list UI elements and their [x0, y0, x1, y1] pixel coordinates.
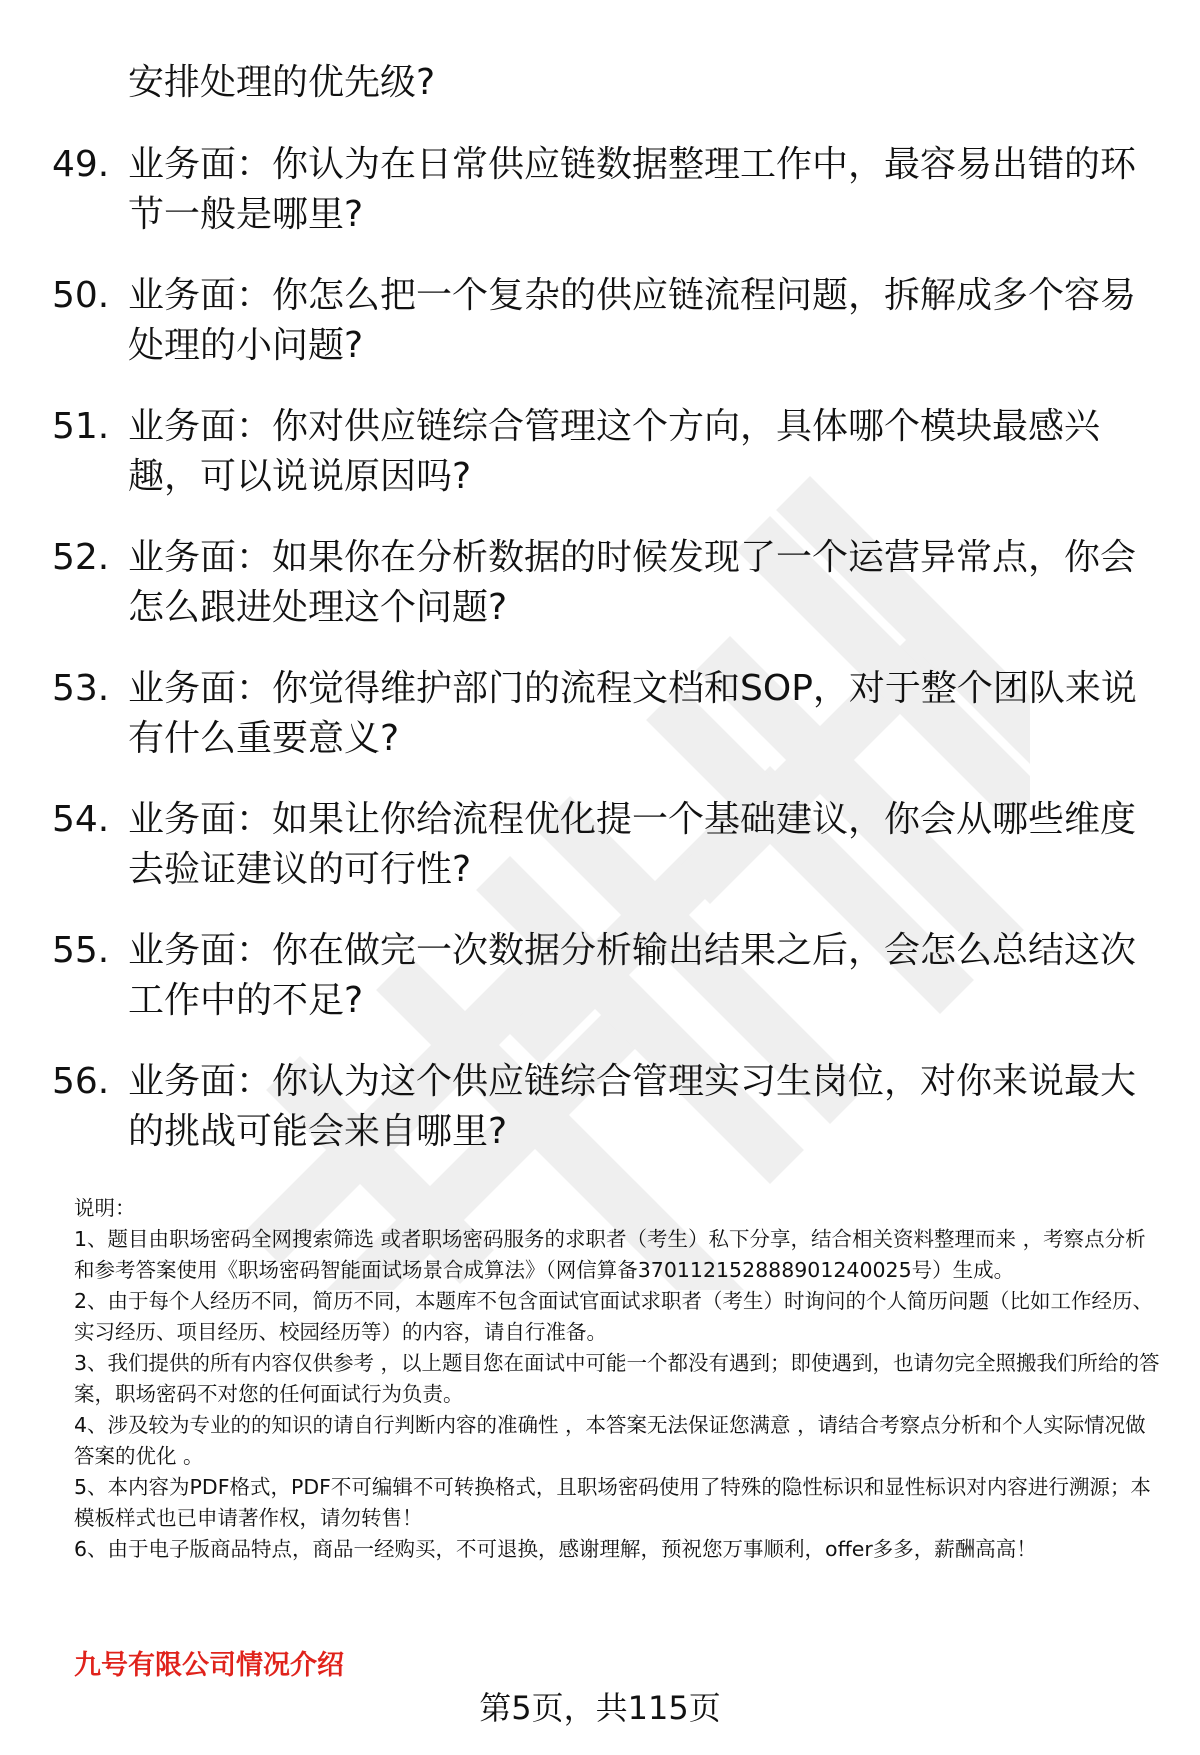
company-section-title: 九号有限公司情况介绍 [74, 1650, 344, 1681]
question-item [0, 664, 1200, 795]
question-number: 54. [52, 799, 110, 840]
note-item: 2、由于每个人经历不同，简历不同，本题库不包含面试官面试求职者（考生）时询问的个人简历问题（比如工作经历、实习经历、项目经历、校园经历等）的内容，请自行准备。 [74, 1289, 1154, 1344]
question-list [0, 140, 1200, 1188]
note-item: 4、涉及较为专业的的知识的请自行判断内容的准确性 ，本答案无法保证您满意 ，请结合考察点分析和个人实际情况做答案的优化 。 [74, 1413, 1146, 1468]
question-number: 49. [52, 144, 110, 185]
page-number: 第5页，共115页 [479, 1689, 721, 1727]
question-number: 56. [52, 1061, 110, 1102]
question-text: 业务面：你认为这个供应链综合管理实习生岗位，对你来说最大的挑战可能会来自哪里? [128, 1061, 1137, 1152]
note-item: 1、题目由职场密码全网搜索筛选 或者职场密码服务的求职者（考生）私下分享，结合相关资料整理而来 ，考察点分析和参考答案使用《职场密码智能面试场景合成算法》（网信算备370112152888901240025号）生成。 [74, 1227, 1146, 1282]
question-item [0, 1057, 1200, 1188]
question-number: 51. [52, 406, 110, 447]
question-number: 55. [52, 930, 110, 971]
question-48-continuation: 安排处理的优先级? [128, 62, 436, 103]
question-number: 53. [52, 668, 110, 709]
question-number: 52. [52, 537, 110, 578]
question-text: 业务面：你在做完一次数据分析输出结果之后，会怎么总结这次工作中的不足? [128, 930, 1137, 1021]
note-item: 5、本内容为PDF格式，PDF不可编辑不可转换格式，且职场密码使用了特殊的隐性标识和显性标识对内容进行溯源；本模板样式也已申请著作权，请勿转售！ [74, 1475, 1151, 1530]
question-item [0, 795, 1200, 926]
question-text: 业务面：你怎么把一个复杂的供应链流程问题，拆解成多个容易处理的小问题? [128, 275, 1137, 366]
notes-heading: 说明： [74, 1196, 136, 1220]
note-item: 3、我们提供的所有内容仅供参考 ，以上题目您在面试中可能一个都没有遇到；即使遇到，也请勿完全照搬我们所给的答案，职场密码不对您的任何面试行为负责。 [74, 1351, 1160, 1406]
question-item [0, 533, 1200, 664]
question-text: 业务面：如果让你给流程优化提一个基础建议，你会从哪些维度去验证建议的可行性? [128, 799, 1137, 890]
question-item [0, 271, 1200, 402]
question-text: 业务面：你认为在日常供应链数据整理工作中，最容易出错的环节一般是哪里? [128, 144, 1137, 235]
question-item [0, 140, 1200, 271]
question-item [0, 402, 1200, 533]
question-text: 业务面：你对供应链综合管理这个方向，具体哪个模块最感兴趣，可以说说原因吗? [128, 406, 1101, 497]
question-number: 50. [52, 275, 110, 316]
question-text: 业务面：你觉得维护部门的流程文档和SOP，对于整个团队来说有什么重要意义? [128, 668, 1137, 759]
disclaimer-notes [74, 1193, 1164, 1565]
question-item [0, 926, 1200, 1057]
note-item: 6、由于电子版商品特点，商品一经购买，不可退换，感谢理解，预祝您万事顺利，offer多多，薪酬高高！ [74, 1537, 1037, 1561]
question-text: 业务面：如果你在分析数据的时候发现了一个运营异常点，你会怎么跟进处理这个问题? [128, 537, 1137, 628]
